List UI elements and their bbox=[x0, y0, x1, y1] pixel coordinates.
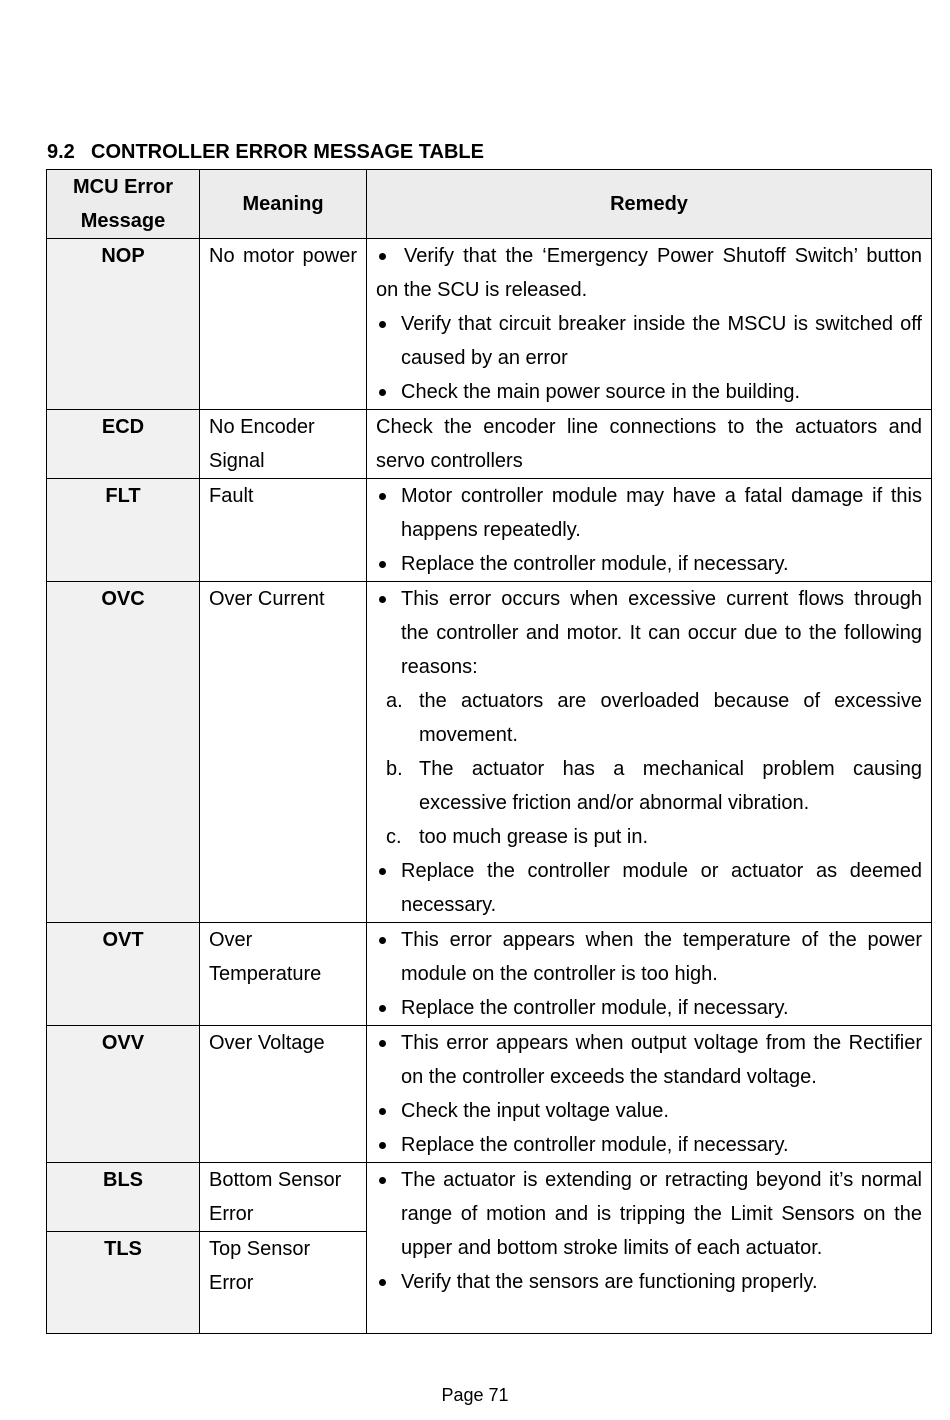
reason-item bbox=[376, 820, 922, 854]
header-code: MCU Error Message bbox=[47, 170, 200, 239]
error-meaning: Over Temperature bbox=[200, 923, 367, 1026]
remedy-item: Check the input voltage value. bbox=[376, 1094, 922, 1128]
remedy-item: Replace the controller module, if necessary. bbox=[376, 1128, 922, 1162]
section-title: CONTROLLER ERROR MESSAGE TABLE bbox=[91, 141, 484, 163]
remedy-item: This error occurs when excessive current flows through the controller and motor. It can occur due to the following reasons: bbox=[376, 582, 922, 684]
error-remedy bbox=[367, 1163, 932, 1334]
error-meaning: No motor power bbox=[200, 239, 367, 410]
error-code: OVT bbox=[47, 923, 200, 1026]
section-heading bbox=[47, 141, 484, 164]
table-row bbox=[47, 582, 932, 923]
error-remedy bbox=[367, 479, 932, 582]
error-message-table bbox=[46, 169, 932, 1334]
error-remedy: Check the encoder line connections to the actuators and servo controllers bbox=[367, 410, 932, 479]
remedy-item: This error appears when the temperature of the power module on the controller is too high. bbox=[376, 923, 922, 991]
error-code: TLS bbox=[47, 1232, 200, 1334]
remedy-item: Replace the controller module, if necessary. bbox=[376, 991, 922, 1025]
reason-label: a. bbox=[386, 690, 403, 712]
error-code: FLT bbox=[47, 479, 200, 582]
error-meaning: Top Sensor Error bbox=[200, 1232, 367, 1334]
table-row bbox=[47, 1163, 932, 1232]
error-remedy bbox=[367, 923, 932, 1026]
remedy-item: Replace the controller module or actuator as deemed necessary. bbox=[376, 854, 922, 922]
reason-text: too much grease is put in. bbox=[419, 826, 649, 848]
error-code: OVC bbox=[47, 582, 200, 923]
remedy-item: Verify that the sensors are functioning properly. bbox=[376, 1265, 922, 1299]
error-code: NOP bbox=[47, 239, 200, 410]
table-row bbox=[47, 410, 932, 479]
reason-label: b. bbox=[386, 758, 403, 780]
reason-list bbox=[376, 684, 922, 854]
error-meaning: Over Voltage bbox=[200, 1026, 367, 1163]
table-row bbox=[47, 479, 932, 582]
reason-item bbox=[376, 684, 922, 752]
header-remedy: Remedy bbox=[367, 170, 932, 239]
table-row bbox=[47, 239, 932, 410]
reason-label: c. bbox=[386, 826, 402, 848]
table-row bbox=[47, 1026, 932, 1163]
remedy-item: Motor controller module may have a fatal damage if this happens repeatedly. bbox=[376, 479, 922, 547]
table-row bbox=[47, 923, 932, 1026]
reason-item bbox=[376, 752, 922, 820]
error-remedy bbox=[367, 1026, 932, 1163]
remedy-item: Verify that the ‘Emergency Power Shutoff Switch’ button on the SCU is released. bbox=[376, 239, 922, 307]
error-code: OVV bbox=[47, 1026, 200, 1163]
remedy-item: Check the main power source in the building. bbox=[376, 375, 922, 409]
section-number: 9.2 bbox=[47, 141, 75, 163]
reason-text: the actuators are overloaded because of excessive movement. bbox=[419, 690, 922, 746]
error-code: BLS bbox=[47, 1163, 200, 1232]
remedy-item: Replace the controller module, if necessary. bbox=[376, 547, 922, 581]
reason-text: The actuator has a mechanical problem causing excessive friction and/or abnormal vibration. bbox=[419, 758, 922, 814]
error-remedy bbox=[367, 239, 932, 410]
table-header-row bbox=[47, 170, 932, 239]
header-meaning: Meaning bbox=[200, 170, 367, 239]
error-meaning: Over Current bbox=[200, 582, 367, 923]
error-code: ECD bbox=[47, 410, 200, 479]
error-meaning: Fault bbox=[200, 479, 367, 582]
remedy-item: Verify that circuit breaker inside the MSCU is switched off caused by an error bbox=[376, 307, 922, 375]
remedy-item: The actuator is extending or retracting beyond it’s normal range of motion and is tripping the Limit Sensors on the upper and bottom stroke limits of each actuator. bbox=[376, 1163, 922, 1265]
error-meaning: No Encoder Signal bbox=[200, 410, 367, 479]
page-number: Page 71 bbox=[441, 1385, 509, 1405]
remedy-item: This error appears when output voltage from the Rectifier on the controller exceeds the standard voltage. bbox=[376, 1026, 922, 1094]
error-meaning: Bottom Sensor Error bbox=[200, 1163, 367, 1232]
error-remedy bbox=[367, 582, 932, 923]
